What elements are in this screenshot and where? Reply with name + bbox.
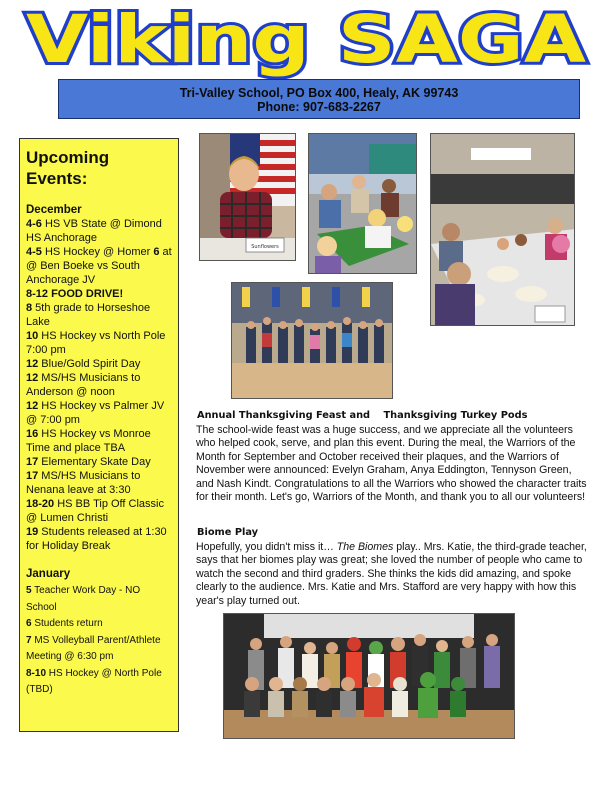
event-text: Blue/Gold Spirit Day — [38, 358, 141, 370]
event-date: 12 — [26, 400, 39, 412]
event-text: Students return — [31, 618, 103, 629]
event-text: Teacher Work Day - NO School — [26, 585, 141, 613]
event-item — [26, 399, 172, 427]
event-text: MS/HS Musicians to Nenana leave at 3:30 — [26, 470, 141, 496]
biome-play-title: The Biomes — [336, 541, 394, 553]
event-text: HS Hockey @ North Pole (TBD) — [26, 667, 162, 695]
event-text: HS VB State @ Dimond HS Anchorage — [26, 218, 162, 244]
event-item — [26, 633, 172, 666]
biome-body-rest: play.. Mrs. Katie, the third-grade teacher, says that her biomes play was great; she loved the number of people who came to watch the second and third graders. She thinks the kids did amazing, and spoke clearly to the audience. Mrs. Katie and Mrs. Stafford are very happy with how this year's play turned out. — [196, 541, 587, 607]
feast-heading — [197, 410, 527, 421]
sidebar-title — [26, 147, 172, 189]
photo-boy-flag — [199, 133, 296, 261]
address-line: Tri-Valley School, PO Box 400, Healy, AK 99743 — [179, 86, 459, 100]
event-date: 4-6 — [26, 218, 42, 230]
event-item — [26, 469, 172, 497]
sidebar-title-line2: Events: — [26, 169, 88, 188]
january-events — [26, 583, 172, 699]
event-item — [26, 217, 172, 245]
photo-biome-play-cast — [223, 613, 515, 739]
biome-body-intro: Hopefully, you didn't miss it… — [196, 541, 337, 553]
event-date: 12 — [26, 358, 39, 370]
sidebar-title-line1: Upcoming — [26, 148, 110, 167]
month-january: January — [26, 568, 71, 580]
feast-heading-part2: Thanksgiving Turkey Pods — [383, 410, 528, 421]
event-date: 6 — [26, 618, 32, 629]
event-text: MS Volleyball Parent/Athlete Meeting @ 6:30 pm — [26, 634, 161, 662]
event-text: HS Hockey vs Palmer JV @ 7:00 pm — [26, 400, 165, 426]
event-text: HS BB Tip Off Classic @ Lumen Christi — [26, 498, 164, 524]
phone-line: Phone: 907-683-2267 — [257, 100, 381, 114]
event-date: 17 — [26, 456, 39, 468]
event-date: 17 — [26, 470, 39, 482]
feast-body: The school-wide feast was a huge success, and we appreciate all the volunteers who helped cook, serve, and plan this event. During the meal, the Warriors of the Month for September and October received their plaques, and the Warriors of November were announced: Evelyn Graham, Anya Eddington, Tennyson Green, and Nash Kindt. Congratulations to all the Warriors who showed the character traits for their month. Let's go, Warriors of the Month, and thank you to all our volunteers! — [196, 424, 587, 504]
biome-heading: Biome Play — [197, 527, 259, 538]
biome-body — [196, 541, 589, 608]
feast-heading-part1: Annual Thanksgiving Feast and — [197, 410, 371, 421]
event-date: 7 — [26, 634, 32, 646]
photo-students-tables — [308, 133, 417, 274]
event-item — [26, 245, 172, 287]
masthead-title — [0, 4, 612, 80]
event-item — [26, 583, 172, 616]
event-item — [26, 329, 172, 357]
month-december: December — [26, 204, 82, 216]
event-date: 16 — [26, 428, 39, 440]
event-date: 12 — [26, 372, 39, 384]
event-date: 19 — [26, 526, 39, 538]
event-date: 4-5 — [26, 246, 42, 258]
address-banner — [58, 79, 580, 119]
event-text: Students released at 1:30 for Holiday Break — [26, 526, 167, 552]
event-text: HS Hockey vs Monroe Time and place TBA — [26, 428, 151, 454]
event-item — [26, 616, 172, 633]
event-date: 10 — [26, 330, 39, 342]
newsletter-title: Viking SAGA — [26, 4, 586, 78]
event-item — [26, 287, 172, 301]
event-item — [26, 455, 172, 469]
event-item — [26, 301, 172, 329]
upcoming-events-sidebar — [19, 138, 179, 732]
event-text: HS Hockey vs North Pole 7:00 pm — [26, 330, 166, 356]
event-date: 18-20 — [26, 498, 55, 510]
event-text: HS Hockey @ Homer — [41, 246, 154, 258]
event-text: at @ Ben Boeke vs South Anchorage JV — [26, 246, 172, 286]
event-item — [26, 525, 172, 553]
event-date: 8-12 FOOD DRIVE! — [26, 288, 124, 300]
event-item — [26, 497, 172, 525]
event-text: MS/HS Musicians to Anderson @ noon — [26, 372, 141, 398]
december-events — [26, 217, 172, 553]
event-item — [26, 666, 172, 699]
event-item — [26, 357, 172, 371]
photo-feast-tables — [430, 133, 575, 326]
event-date: 8 — [26, 302, 33, 314]
event-date: 6 — [153, 246, 160, 258]
photo-gym-students — [231, 282, 393, 399]
event-text: 5th grade to Horseshoe Lake — [26, 302, 151, 328]
event-item — [26, 371, 172, 399]
event-item — [26, 427, 172, 455]
event-date: 8-10 — [26, 667, 47, 679]
placecard-text: Sunflowers — [251, 244, 279, 250]
event-text: Elementary Skate Day — [38, 456, 151, 468]
event-date: 5 — [26, 585, 32, 596]
